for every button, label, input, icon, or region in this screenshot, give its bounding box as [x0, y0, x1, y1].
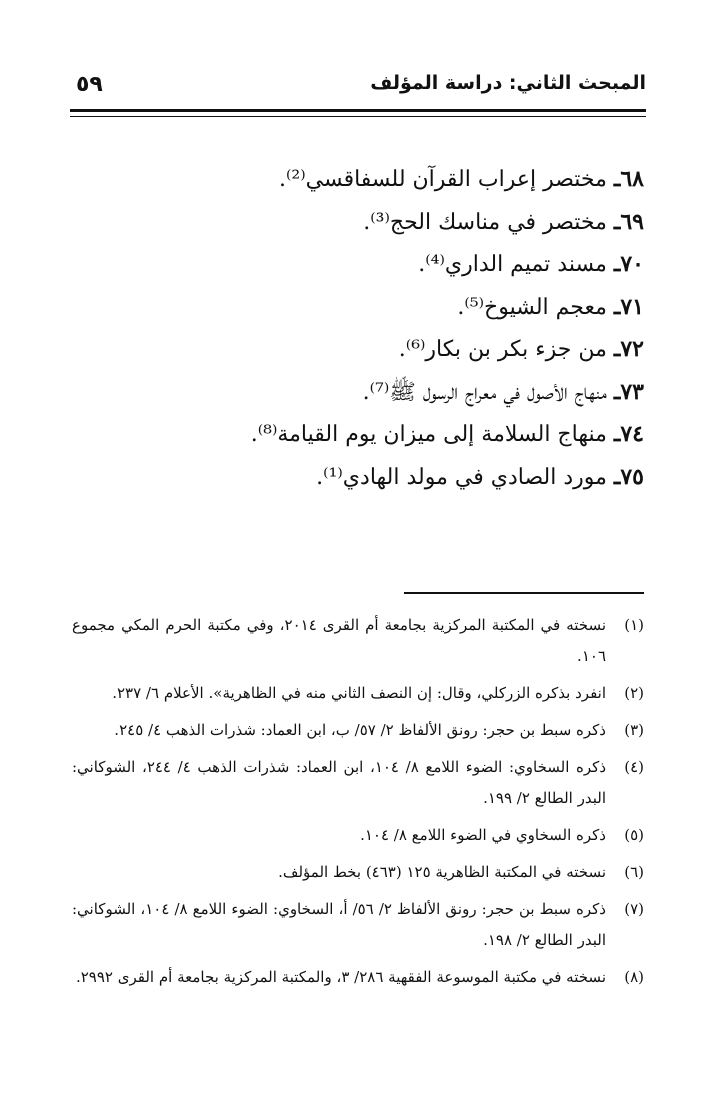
- entry-number: ٧٤ـ: [613, 421, 644, 447]
- footnote-number: (٤): [624, 758, 644, 776]
- entry-title: من جزء بكر بن بكار⁽⁶⁾.: [398, 337, 607, 362]
- footnote: [72, 678, 644, 709]
- entry-title: منهاج السلامة إلى ميزان يوم القيامة⁽⁸⁾.: [250, 422, 607, 447]
- footnote-text: نسخته في المكتبة المركزية بجامعة أم القرى ٢٠١٤، وفي مكتبة الحرم المكي مجموع ١٠٦.: [72, 616, 607, 665]
- footnote-text: ذكره سبط بن حجر: رونق الألفاظ ٢/ ٥٦/ أ، السخاوي: الضوء اللامع ٨/ ١٠٤، الشوكاني: البدر الطالع ٢/ ١٩٨.: [72, 900, 606, 949]
- entry-title: مختصر إعراب القرآن للسفاقسي⁽²⁾.: [278, 167, 607, 192]
- page-header: [70, 72, 646, 106]
- entry-title: مورد الصادي في مولد الهادي⁽¹⁾.: [316, 464, 607, 490]
- footnote: [72, 610, 644, 672]
- footnote: [72, 962, 644, 993]
- header-rule-thin: [70, 116, 646, 117]
- footnote-number: (٥): [624, 826, 644, 844]
- footnote: [72, 820, 644, 851]
- header-rule-thick: [70, 109, 646, 112]
- footnote-text: ذكره السخاوي في الضوء اللامع ٨/ ١٠٤.: [360, 826, 606, 844]
- list-item: [84, 456, 644, 499]
- list-item: [84, 158, 644, 201]
- footnote: [72, 894, 644, 956]
- footnote-text: نسخته في المكتبة الظاهرية ١٢٥ (٤٦٣) بخط المؤلف.: [278, 863, 606, 881]
- entry-title: معجم الشيوخ⁽⁵⁾.: [457, 294, 607, 320]
- list-item: [84, 413, 644, 456]
- footnote: [72, 715, 644, 746]
- footnote-text: ذكره السخاوي: الضوء اللامع ٨/ ١٠٤، ابن العماد: شذرات الذهب ٤/ ٢٤٤، الشوكاني: البدر الطالع ٢/ ١٩٩.: [72, 758, 606, 807]
- works-list: [84, 158, 644, 498]
- entry-number: ٧٥ـ: [613, 463, 644, 490]
- footnotes: [72, 610, 644, 999]
- footnote: [72, 752, 644, 814]
- entry-title: مختصر في مناسك الحج⁽³⁾.: [363, 209, 607, 235]
- list-item: [84, 201, 644, 244]
- entry-number: ٧٠ـ: [613, 251, 644, 277]
- footnote-separator: [404, 592, 644, 594]
- footnote-text: نسخته في مكتبة الموسوعة الفقهية ٢٨٦/ ٣، والمكتبة المركزية بجامعة أم القرى ٢٩٩٢.: [75, 968, 606, 986]
- entry-number: ٧٣ـ: [613, 378, 644, 405]
- running-title: المبحث الثاني: دراسة المؤلف: [370, 72, 646, 94]
- footnote-number: (٣): [624, 721, 644, 739]
- entry-number: ٦٩ـ: [613, 208, 644, 235]
- footnote-text: ذكره سبط بن حجر: رونق الألفاظ ٢/ ٥٧/ ب، ابن العماد: شذرات الذهب ٤/ ٢٤٥.: [114, 721, 606, 739]
- entry-number: ٧١ـ: [613, 293, 644, 320]
- footnote-text: انفرد بذكره الزركلي، وقال: إن النصف الثاني منه في الظاهرية». الأعلام ٦/ ٢٣٧.: [112, 684, 606, 702]
- entry-title: مسند تميم الداري⁽⁴⁾.: [418, 252, 607, 277]
- footnote-number: (٢): [624, 684, 644, 702]
- page-number: ٥٩: [76, 72, 103, 97]
- entry-number: ٧٢ـ: [613, 336, 644, 362]
- footnote-number: (٨): [624, 968, 644, 986]
- footnote-number: (٧): [624, 900, 644, 918]
- footnote-number: (١): [624, 616, 644, 634]
- footnote: [72, 857, 644, 888]
- list-item: [84, 286, 644, 329]
- footnote-number: (٦): [624, 863, 644, 881]
- entry-title: منهاج الأصول في معراج الرسول ﷺ⁽⁷⁾.: [362, 379, 607, 405]
- list-item: [84, 243, 644, 286]
- list-item: [84, 371, 644, 414]
- list-item: [84, 328, 644, 371]
- entry-number: ٦٨ـ: [613, 166, 644, 192]
